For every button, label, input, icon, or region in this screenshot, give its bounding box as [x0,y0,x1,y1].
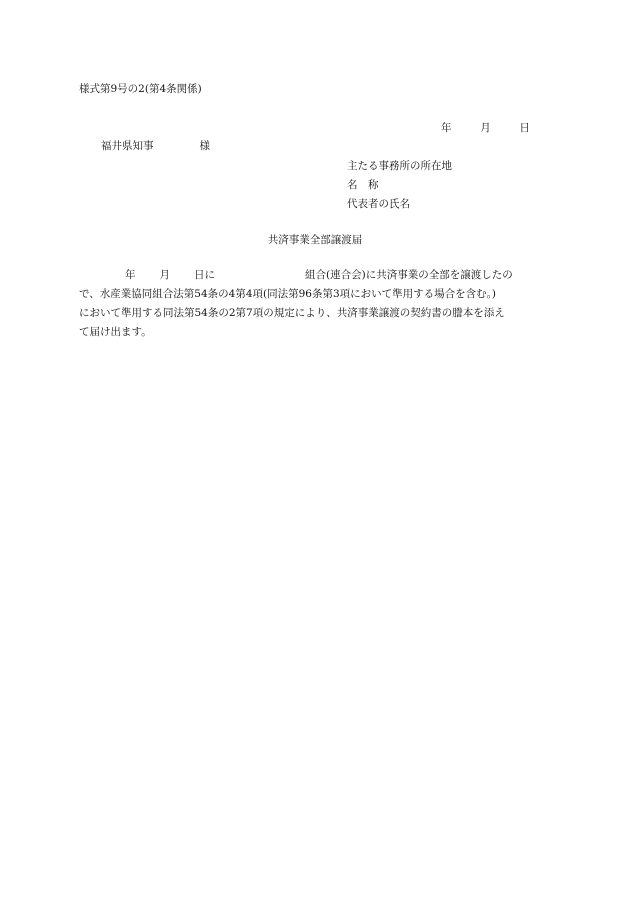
form-number: 様式第9号の2(第4条関係) [79,83,202,95]
addressee-honorific: 様 [199,140,210,152]
applicant-block [347,157,452,214]
date-day-label: 日 [519,122,530,134]
document-title: 共済事業全部譲渡届 [267,234,363,246]
body-line-1-text: 組合(連合会)に共済事業の全部を譲渡したの [305,269,513,281]
body-day-label: 日に [194,269,215,281]
body-line-4: て届け出ます。 [79,326,152,338]
body-line-2: で、水産業協同組合法第54条の4第4項(同法第96条第3項において準用する場合を含む。) [79,288,496,300]
date-year-label: 年 [441,122,452,134]
body-line-1 [79,266,559,285]
body-month-label: 月 [159,269,170,281]
body-year-label: 年 [125,269,136,281]
submission-date [441,120,530,135]
addressee [101,138,210,153]
body-paragraph [79,266,559,342]
body-line-3: において準用する同法第54条の2第7項の規定により、共済事業譲渡の契約書の謄本を添え [79,307,505,319]
applicant-representative-label: 代表者の氏名 [347,198,410,210]
addressee-name: 福井県知事 [101,140,154,152]
applicant-name-label: 名 称 [347,179,379,191]
date-month-label: 月 [480,122,491,134]
applicant-address-label: 主たる事務所の所在地 [347,160,452,172]
